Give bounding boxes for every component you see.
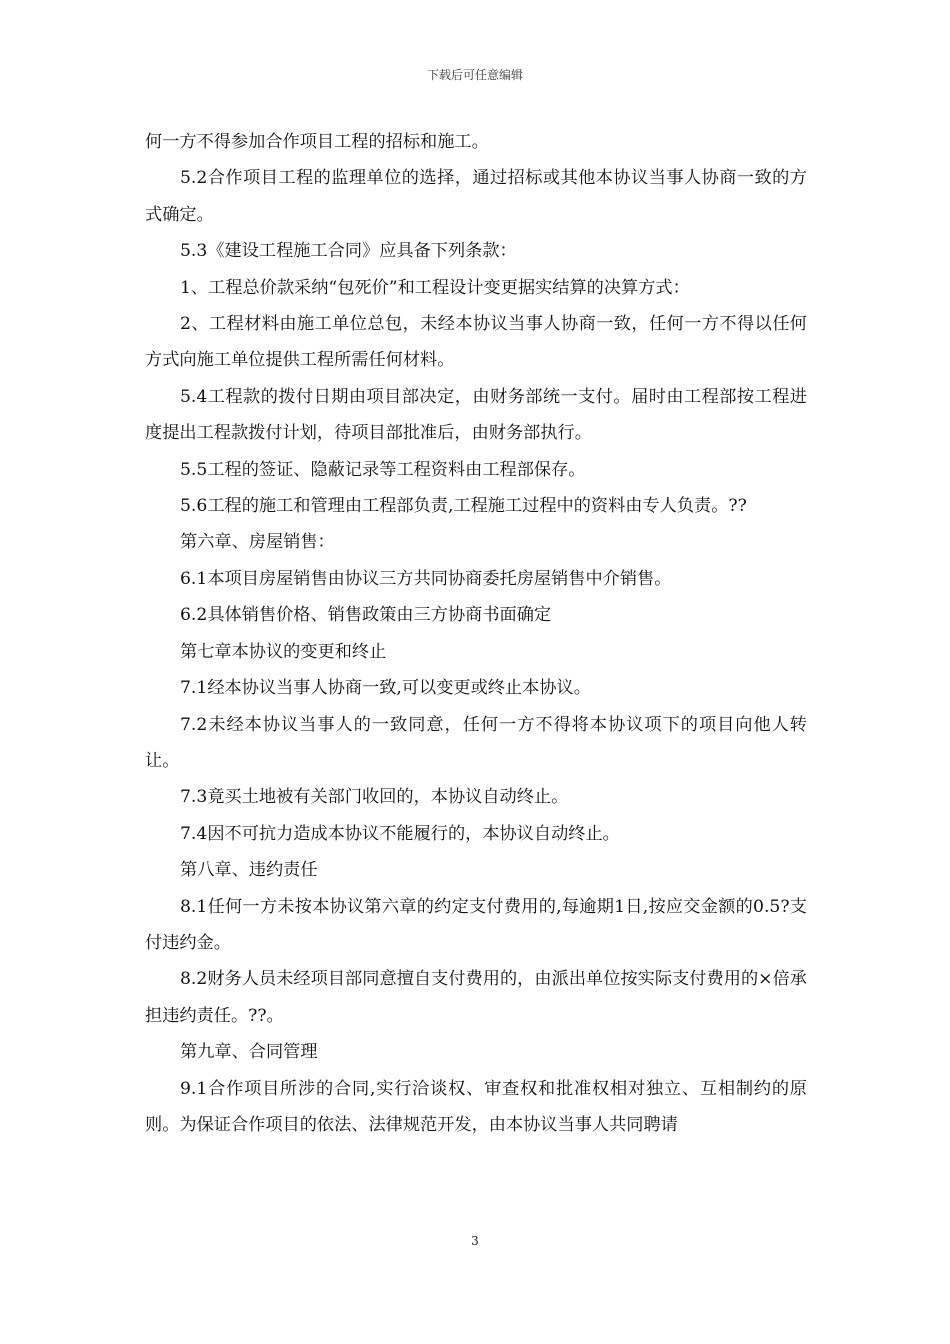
chapter-heading: 第八章、违约责任 bbox=[180, 860, 318, 881]
paragraph: 9.1合作项目所涉的合同,实行洽谈权、审查权和批准权相对独立、互相制约的原则。为保证合作项目的依法、法律规范开发，由本协议当事人共同聘请 bbox=[145, 1078, 807, 1135]
paragraph: 2、工程材料由施工单位总包，未经本协议当事人协商一致，任何一方不得以任何方式向施工单位提供工程所需任何材料。 bbox=[145, 314, 807, 371]
paragraph: 5.6工程的施工和管理由工程部负责,工程施工过程中的资料由专人负责。?? bbox=[180, 496, 747, 517]
paragraph: 6.1本项目房屋销售由协议三方共同协商委托房屋销售中介销售。 bbox=[180, 568, 672, 589]
paragraph: 1、工程总价款采纳“包死价”和工程设计变更据实结算的决算方式： bbox=[180, 277, 690, 298]
paragraph: 5.5工程的签证、隐蔽记录等工程资料由工程部保存。 bbox=[180, 459, 586, 480]
paragraph: 7.1经本协议当事人协商一致,可以变更或终止本协议。 bbox=[180, 678, 591, 699]
chapter-heading: 第七章本协议的变更和终止 bbox=[180, 641, 387, 662]
paragraph: 5.3《建设工程施工合同》应具备下列条款： bbox=[180, 241, 517, 262]
paragraph: 5.4工程款的拨付日期由项目部决定，由财务部统一支付。届时由工程部按工程进度提出工程款拨付计划，待项目部批准后，由财务部执行。 bbox=[145, 386, 807, 444]
paragraph: 8.2财务人员未经项目部同意擅自支付费用的，由派出单位按实际支付费用的×倍承担违约责任。??。 bbox=[145, 969, 807, 1026]
paragraph: 8.1任何一方未按本协议第六章的约定支付费用的,每逾期1日,按应交金额的0.5?支付违约金。 bbox=[145, 896, 807, 953]
page-header: 下载后可任意编辑 bbox=[426, 68, 523, 82]
paragraph: 何一方不得参加合作项目工程的招标和施工。 bbox=[145, 132, 489, 152]
document-body bbox=[145, 124, 807, 1143]
paragraph: 7.2未经本协议当事人的一致同意，任何一方不得将本协议项下的项目向他人转让。 bbox=[145, 714, 807, 771]
chapter-heading: 第六章、房屋销售： bbox=[180, 532, 335, 553]
paragraph: 7.3竟买土地被有关部门收回的，本协议自动终止。 bbox=[180, 787, 569, 808]
page-number: 3 bbox=[471, 1234, 479, 1248]
paragraph: 5.2合作项目工程的监理单位的选择，通过招标或其他本协议当事人协商一致的方式确定。 bbox=[145, 168, 807, 225]
chapter-heading: 第九章、合同管理 bbox=[180, 1042, 318, 1063]
paragraph: 6.2具体销售价格、销售政策由三方协商书面确定 bbox=[180, 605, 552, 626]
paragraph: 7.4因不可抗力造成本协议不能履行的，本协议自动终止。 bbox=[180, 823, 620, 844]
